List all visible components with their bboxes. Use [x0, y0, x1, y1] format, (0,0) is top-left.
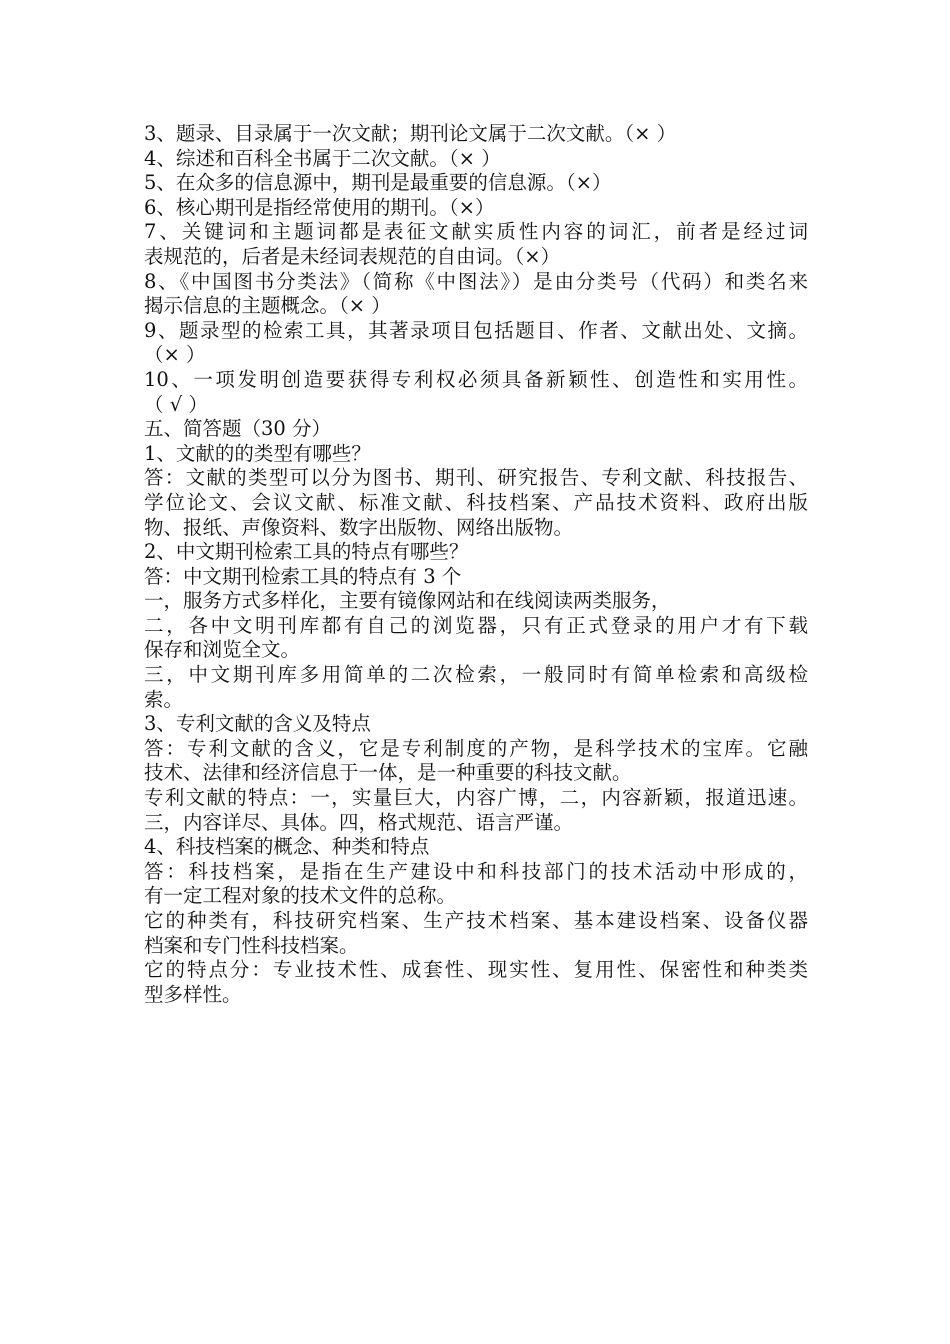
text-line: 档案和专门性科技档案。 — [144, 933, 359, 957]
text-line: 3、专利文献的含义及特点 — [144, 712, 371, 736]
text-line: 专利文献的特点：一，实量巨大，内容广博，二，内容新颖，报道迅速。 — [144, 786, 808, 810]
text-line: 型多样性。 — [144, 982, 242, 1006]
text-line: 一，服务方式多样化，主要有镜像网站和在线阅读两类服务， — [144, 589, 671, 613]
text-line: 答：中文期刊检索工具的特点有 3 个 — [144, 564, 462, 588]
text-line: 它的特点分：专业技术性、成套性、现实性、复用性、保密性和种类类 — [144, 958, 808, 982]
text-line: 二，各中文明刊库都有自己的浏览器，只有正式登录的用户才有下载 — [144, 613, 808, 637]
text-line: 6、核心期刊是指经常使用的期刊。（×） — [144, 195, 495, 219]
text-line: 3、题录、目录属于一次文献；期刊论文属于二次文献。（× ） — [144, 122, 677, 145]
text-line: 5、在众多的信息源中，期刊是最重要的信息源。（×） — [144, 171, 612, 195]
text-line: 三，内容详尽、具体。四，格式规范、语言严谨。 — [144, 810, 574, 834]
text-line: 三，中文期刊库多用简单的二次检索，一般同时有简单检索和高级检 — [144, 663, 808, 687]
text-line: 10、一项发明创造要获得专利权必须具备新颖性、创造性和实用性。 — [144, 367, 808, 391]
text-line: 物、报纸、声像资料、数字出版物、网络出版物。 — [144, 515, 574, 539]
text-line: （× ） — [144, 343, 206, 367]
text-line: 保存和浏览全文。 — [144, 638, 301, 662]
text-line: 它的种类有，科技研究档案、生产技术档案、基本建设档案、设备仪器 — [144, 909, 808, 932]
text-line: 1、文献的的类型有哪些？ — [144, 441, 371, 465]
text-line: 答：文献的类型可以分为图书、期刊、研究报告、专利文献、科技报告、 — [144, 466, 808, 490]
text-line: 8、《中国图书分类法》（简称《中图法》）是由分类号（代码）和类名来 — [144, 269, 808, 293]
text-line: 五、简答题（30 分） — [144, 417, 332, 441]
text-line: 学位论文、会议文献、标准文献、科技档案、产品技术资料、政府出版 — [144, 490, 808, 514]
text-line: 4、科技档案的概念、种类和特点 — [144, 835, 430, 859]
text-line: 技术、法律和经济信息于一体，是一种重要的科技文献。 — [144, 761, 632, 785]
text-line: 9、题录型的检索工具，其著录项目包括题目、作者、文献出处、文摘。 — [144, 318, 808, 342]
text-line: 答：专利文献的含义，它是专利制度的产物，是科学技术的宝库。它融 — [144, 736, 808, 760]
text-line: 4、综述和百科全书属于二次文献。（× ） — [144, 146, 501, 170]
text-line: 有一定工程对象的技术文件的总称。 — [144, 884, 457, 908]
text-line: 索。 — [144, 687, 184, 711]
text-line: 答：科技档案，是指在生产建设中和科技部门的技术活动中形成的， — [144, 859, 808, 883]
text-line: 7、关键词和主题词都是表征文献实质性内容的词汇，前者是经过词 — [144, 220, 808, 244]
text-line: 表规范的，后者是未经词表规范的自由词。（×） — [144, 244, 561, 268]
text-line: 揭示信息的主题概念。（× ） — [144, 294, 391, 318]
text-line: （ √ ） — [144, 392, 208, 416]
text-line: 2、中文期刊检索工具的特点有哪些？ — [144, 540, 469, 564]
document-page — [144, 122, 808, 1007]
